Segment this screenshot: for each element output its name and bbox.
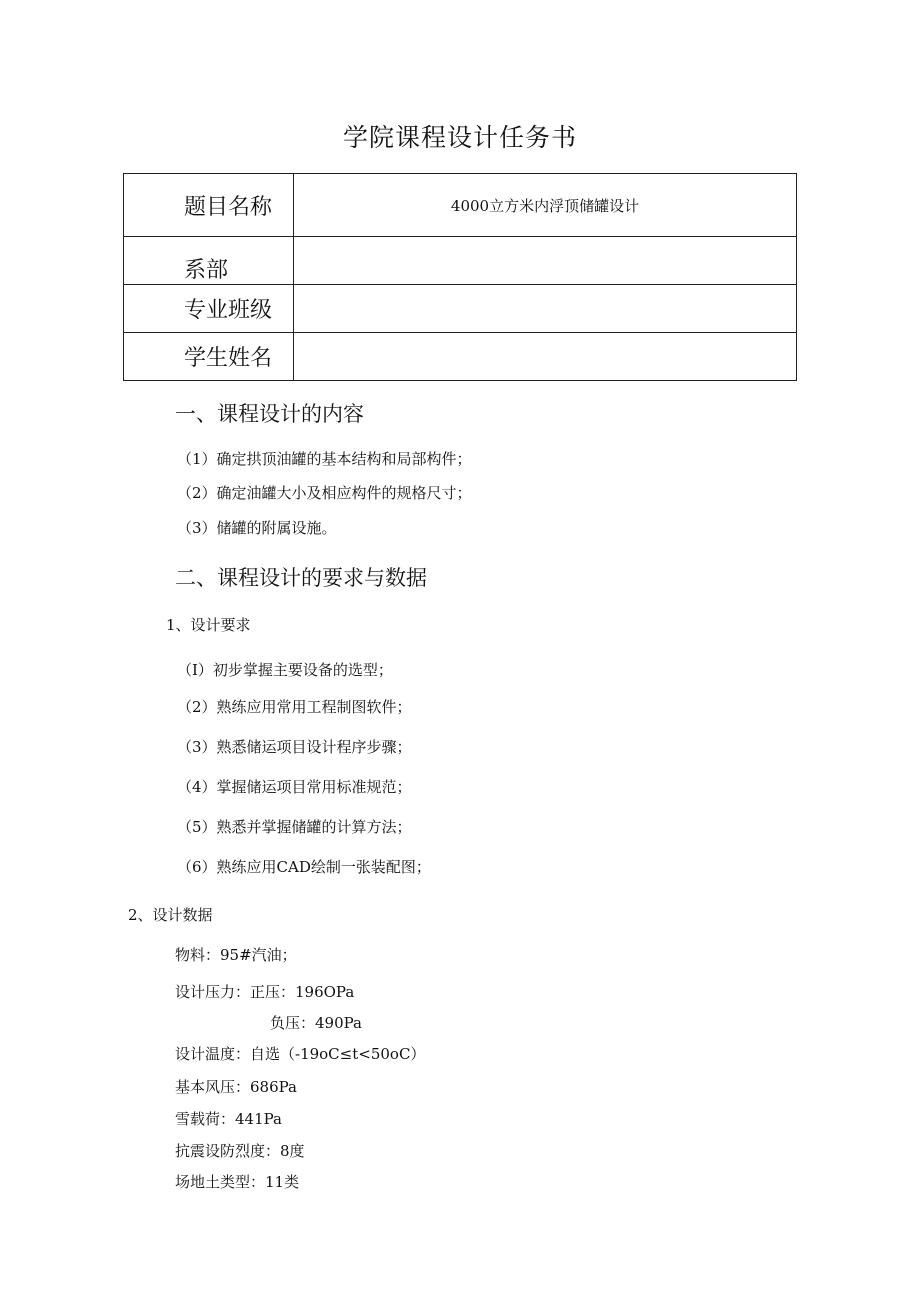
- data-item: 雪载荷：441Pa: [175, 1110, 282, 1128]
- list-item: （2）确定油罐大小及相应构件的规格尺寸；: [177, 484, 472, 502]
- data-item: 设计压力：正压：196OPa: [175, 983, 355, 1001]
- row-value: [294, 333, 797, 381]
- list-item: （6）熟练应用CAD绘制一张装配图；: [177, 858, 431, 876]
- data-title: 2、设计数据: [128, 906, 213, 924]
- info-table: [123, 173, 797, 381]
- list-item: （3）熟悉储运项目设计程序步骤；: [177, 738, 412, 756]
- row-label: 专业班级: [124, 285, 294, 333]
- data-item: 基本风压：686Pa: [175, 1078, 297, 1096]
- list-item: （2）熟练应用常用工程制图软件；: [177, 698, 412, 716]
- document-title: 学院课程设计任务书: [342, 123, 577, 152]
- row-label: 学生姓名: [124, 333, 294, 381]
- list-item: （I）初步掌握主要设备的选型；: [177, 661, 393, 679]
- row-label: 题目名称: [124, 174, 294, 237]
- list-item: （4）掌握储运项目常用标准规范；: [177, 778, 412, 796]
- row-value: [294, 237, 797, 285]
- section2-heading: 二、课程设计的要求与数据: [175, 566, 427, 590]
- row-value: [294, 285, 797, 333]
- row-label: 系部: [124, 237, 294, 285]
- table-row: [124, 285, 797, 333]
- table-row: [124, 333, 797, 381]
- requirements-title: 1、设计要求: [166, 616, 251, 634]
- table-row: [124, 237, 797, 285]
- row-value: 4000立方米内浮顶储罐设计: [294, 174, 797, 237]
- data-item: 物料：95#汽油；: [175, 946, 297, 964]
- data-item: 场地土类型：11类: [175, 1173, 300, 1191]
- data-item: 抗震设防烈度：8度: [175, 1142, 305, 1160]
- list-item: （3）储罐的附属设施。: [177, 519, 337, 537]
- data-item: 设计温度：自选（-19oC≤t<50oC）: [175, 1045, 426, 1063]
- data-item: 负压：490Pa: [270, 1014, 362, 1032]
- table-row: [124, 174, 797, 237]
- list-item: （5）熟悉并掌握储罐的计算方法；: [177, 818, 412, 836]
- section1-heading: 一、课程设计的内容: [175, 402, 364, 426]
- list-item: （1）确定拱顶油罐的基本结构和局部构件；: [177, 450, 472, 468]
